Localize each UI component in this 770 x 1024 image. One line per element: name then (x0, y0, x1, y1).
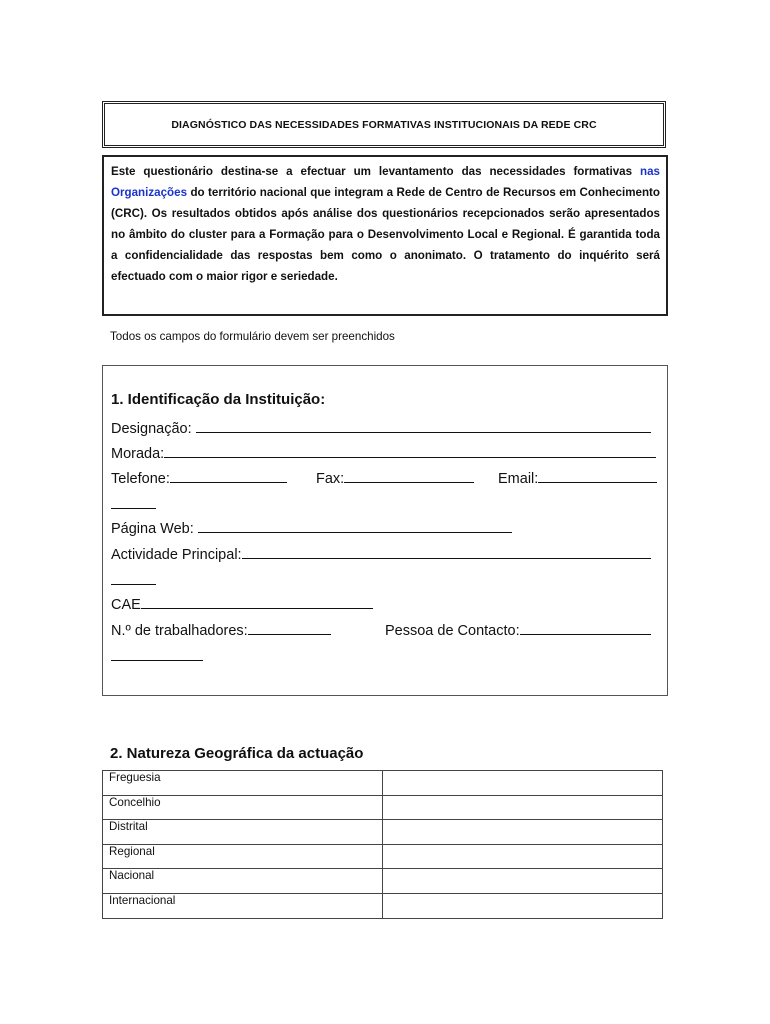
identification-section (102, 365, 668, 696)
pagina-web-field (111, 518, 512, 537)
required-fields-note: Todos os campos do formulário devem ser preenchidos (110, 330, 395, 343)
organizations-link[interactable]: nas Organizações (111, 165, 660, 199)
telefone-input[interactable] (170, 468, 287, 483)
designacao-label: Designação: (111, 421, 192, 437)
fax-field (316, 468, 474, 487)
cae-field (111, 594, 373, 613)
row-label: Distrital (103, 820, 383, 845)
row-input-cell[interactable] (383, 795, 663, 820)
actividade-field (111, 544, 651, 563)
telefone-field (111, 468, 287, 487)
email-input-continuation[interactable] (111, 494, 156, 509)
fax-label: Fax: (316, 471, 345, 487)
designacao-field (111, 418, 651, 437)
actividade-input-continuation[interactable] (111, 570, 156, 585)
intro-text-part1: Este questionário destina-se a efectuar um levantamento das necessidades formativas (111, 165, 641, 178)
row-label: Nacional (103, 869, 383, 894)
actividade-continuation (111, 570, 156, 589)
email-input[interactable] (538, 468, 657, 483)
cae-input[interactable] (141, 594, 373, 609)
email-field (498, 468, 657, 487)
row-input-cell[interactable] (383, 893, 663, 918)
section2-heading: 2. Natureza Geográfica da actuação (110, 745, 364, 762)
geography-table (102, 770, 663, 919)
morada-input[interactable] (164, 443, 656, 458)
fax-input[interactable] (344, 468, 474, 483)
actividade-label: Actividade Principal: (111, 547, 242, 563)
row-label: Concelhio (103, 795, 383, 820)
table-row (103, 771, 663, 796)
row-label: Internacional (103, 893, 383, 918)
trabalhadores-label: N.º de trabalhadores: (111, 623, 248, 639)
trabalhadores-field (111, 620, 331, 639)
intro-text-part2: do território nacional que integram a Rede de Centro de Recursos em Conhecimento (CRC). Os resultados obtidos após análise dos questionários recepcionados serão apresentados no âmbito do cluster para a Formação para o Desenvolvimento Local e Regional. É garantida toda a confidencialidade das respostas bem como o anonimato. O tratamento do inquérito será efectuado com o maior rigor e seriedade. (111, 186, 660, 283)
telefone-label: Telefone: (111, 471, 170, 487)
morada-field (111, 443, 656, 462)
email-label: Email: (498, 471, 539, 487)
intro-text (111, 161, 660, 287)
table-row (103, 820, 663, 845)
form-title-box (102, 101, 666, 148)
designacao-input[interactable] (196, 418, 651, 433)
trabalhadores-input[interactable] (248, 620, 331, 635)
row-input-cell[interactable] (383, 844, 663, 869)
cae-label: CAE (111, 597, 141, 613)
pagina-web-input[interactable] (198, 518, 512, 533)
row-input-cell[interactable] (383, 869, 663, 894)
table-row (103, 844, 663, 869)
table-row (103, 893, 663, 918)
contacto-continuation (111, 646, 203, 665)
row-input-cell[interactable] (383, 771, 663, 796)
contacto-input-continuation[interactable] (111, 646, 203, 661)
row-label: Freguesia (103, 771, 383, 796)
email-continuation (111, 494, 156, 513)
row-input-cell[interactable] (383, 820, 663, 845)
table-row (103, 795, 663, 820)
pagina-web-label: Página Web: (111, 521, 194, 537)
contacto-label: Pessoa de Contacto: (385, 623, 520, 639)
form-title: DIAGNÓSTICO DAS NECESSIDADES FORMATIVAS INSTITUCIONAIS DA REDE CRC (171, 118, 597, 131)
morada-label: Morada: (111, 446, 165, 462)
section1-heading: 1. Identificação da Instituição: (111, 391, 326, 408)
actividade-input[interactable] (242, 544, 651, 559)
contacto-input[interactable] (520, 620, 651, 635)
intro-box (102, 155, 668, 316)
contacto-field (385, 620, 651, 639)
row-label: Regional (103, 844, 383, 869)
table-row (103, 869, 663, 894)
